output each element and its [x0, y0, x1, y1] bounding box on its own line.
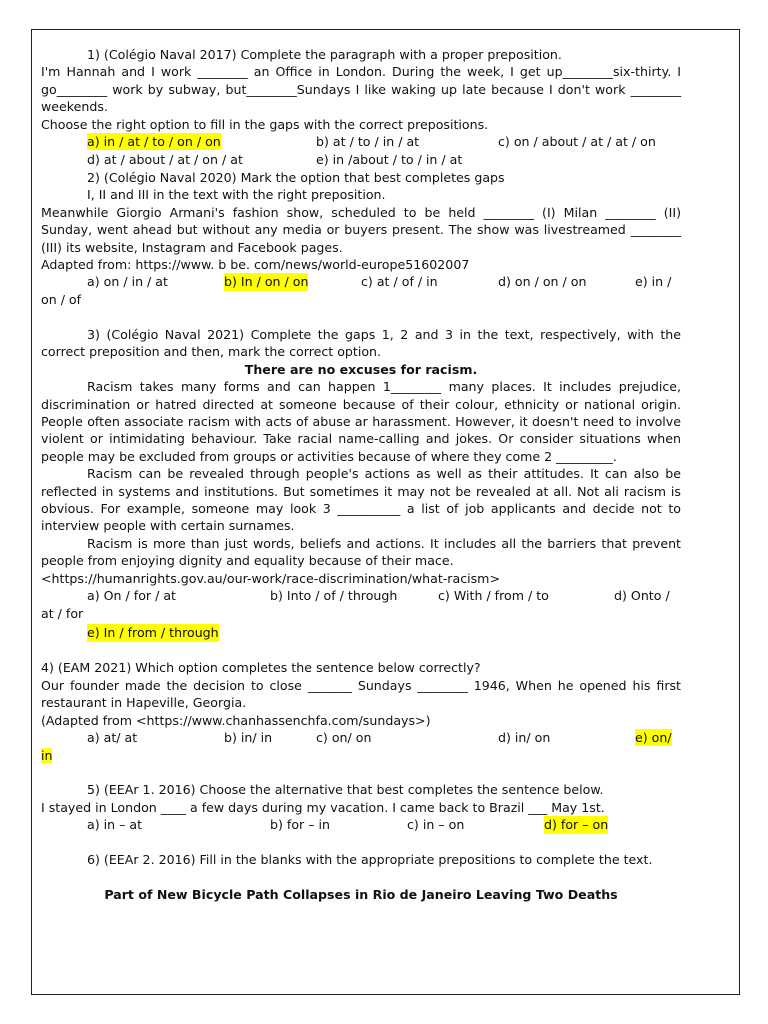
q2-source: Adapted from: https://www. b be. com/news/world-europe51602007 — [41, 257, 470, 273]
q6-stem: 6) (EEAr 2. 2016) Fill in the blanks with the appropriate prepositions to complete the text. — [87, 852, 653, 868]
q1-text: I'm Hannah and I work ________ an Office in London. During the week, I get up________six-thirty. I go________ work by subway, but________Sundays I like waking up late because I don't work ________ weekends. — [41, 64, 681, 115]
q1-stem: 1) (Colégio Naval 2017) Complete the paragraph with a proper preposition. — [87, 47, 562, 62]
q2-option-c: c) at / of / in — [361, 274, 438, 290]
q3-option-a: a) On / for / at — [87, 587, 176, 603]
q4-source: (Adapted from <https://www.chanhassenchfa.com/sundays>) — [41, 712, 431, 728]
q1-option-b: b) at / to / in / at — [316, 134, 420, 150]
q5-stem: 5) (EEAr 1. 2016) Choose the alternative that best completes the sentence below. — [87, 782, 604, 798]
q4-option-a: a) at/ at — [87, 730, 138, 745]
q4-option-c: c) on/ on — [316, 730, 372, 745]
q5-option-a: a) in – at — [87, 817, 143, 833]
q2-option-wrap: on / of — [41, 292, 82, 308]
q1-options-row1 — [41, 133, 681, 151]
q1-options-row2 — [41, 151, 681, 169]
q5-option-c: c) in – on — [407, 817, 465, 833]
q3-options-row — [41, 587, 681, 605]
q3-paragraph-3: Racism is more than just words, beliefs and actions. It includes all the barriers that prevent people from enjoying dignity and equality because of their mace. — [41, 535, 681, 569]
q1-option-e: e) in /about / to / in / at — [316, 152, 463, 168]
q4-option-e: e) on/ — [635, 730, 672, 745]
q5-option-d: d) for – on — [544, 817, 609, 833]
q3-title: There are no excuses for racism. — [244, 361, 478, 377]
q3-option-d: d) Onto / — [614, 587, 670, 603]
q2-stem-line2: I, II and III in the text with the right preposition. — [87, 187, 386, 203]
q2-options-row — [41, 273, 681, 291]
q3-option-c: c) With / from / to — [438, 587, 549, 603]
q4-stem: 4) (EAM 2021) Which option completes the sentence below correctly? — [41, 660, 481, 676]
q4-text: Our founder made the decision to close _______ Sundays ________ 1946, When he opened his first restaurant in Hapeville, Georgia. — [41, 677, 681, 711]
q2-stem-line1: 2) (Colégio Naval 2020) Mark the option that best completes gaps — [87, 170, 505, 186]
q3-source: <https://humanrights.gov.au/our-work/race-discrimination/what-racism> — [41, 570, 501, 586]
q2-option-b: b) In / on / on — [224, 274, 309, 290]
q2-option-d: d) on / on / on — [498, 274, 587, 290]
q6-title: Part of New Bicycle Path Collapses in Rio de Janeiro Leaving Two Deaths — [104, 886, 618, 902]
q2-option-e: e) in / — [635, 274, 672, 290]
q4-option-d: d) in/ on — [498, 730, 551, 745]
q5-options-row — [41, 816, 681, 834]
q3-option-e: e) In / from / through — [87, 625, 219, 641]
q2-option-a: a) on / in / at — [87, 274, 168, 290]
q5-option-b: b) for – in — [270, 817, 331, 833]
q1-option-a: a) in / at / to / on / on — [87, 134, 221, 150]
q5-text: I stayed in London ____ a few days during my vacation. I came back to Brazil ___ May 1st. — [41, 799, 605, 815]
q3-option-wrap: at / for — [41, 605, 84, 621]
q1-option-c: c) on / about / at / at / on — [498, 134, 656, 150]
q4-option-b: b) in/ in — [224, 730, 273, 745]
q1-instruction: Choose the right option to fill in the gaps with the correct prepositions. — [41, 116, 489, 132]
q4-option-e-wrap: in — [41, 748, 53, 763]
q4-option-wrap — [41, 747, 681, 764]
q3-option-b: b) Into / of / through — [270, 587, 398, 603]
document-content — [41, 46, 681, 903]
q3-stem: 3) (Colégio Naval 2021) Complete the gaps 1, 2 and 3 in the text, respectively, with the correct preposition and then, mark the correct option. — [41, 326, 681, 360]
q2-text: Meanwhile Giorgio Armani's fashion show, scheduled to be held ________ (I) Milan ________ (II) Sunday, went ahead but without any media or buyers present. The show was livestreamed ________ (III) its website, Instagram and Facebook pages. — [41, 204, 681, 255]
q1-option-d: d) at / about / at / on / at — [87, 152, 243, 168]
q3-paragraph-1: Racism takes many forms and can happen 1________ many places. It includes prejudice, discrimination or hatred directed at someone because of their colour, ethnicity or national origin. People often associate racism with acts of abuse ar harassment. However, it doesn't need to involve violent or intimidating behaviour. Take racial name-calling and jokes. Or consider situations when people may be excluded from groups or activities because of where they come 2 _________. — [41, 379, 681, 464]
q4-options-row — [41, 729, 681, 747]
q3-options-row2 — [41, 624, 681, 642]
q3-paragraph-2: Racism can be revealed through people's actions as well as their attitudes. It can also be reflected in systems and institutions. But sometimes it may not be revealed at all. Not ali racism is obvious. For example, someone may look 3 __________ a list of job applicants and decide not to interview people with certain surnames. — [41, 466, 681, 534]
